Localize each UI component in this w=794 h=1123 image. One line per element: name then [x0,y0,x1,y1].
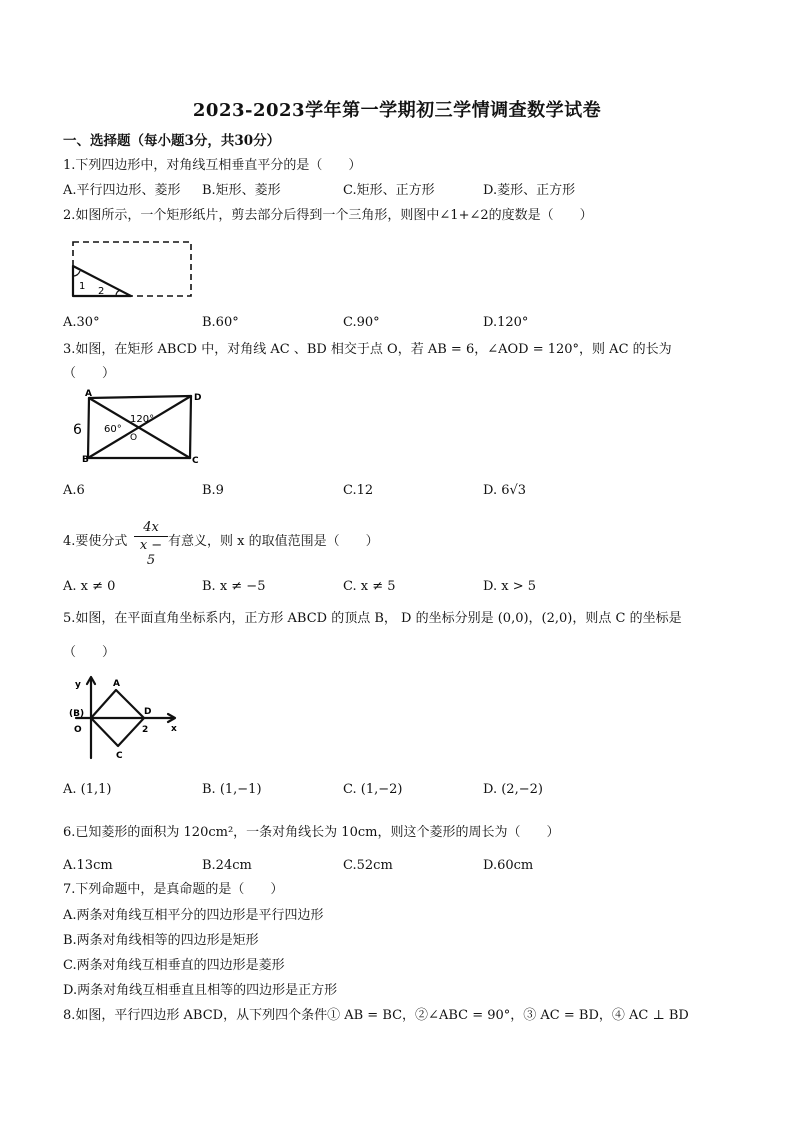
q3-label-b: B [82,455,89,465]
q5-label-a: A [113,679,120,689]
question-5-stem: 5.如图，在平面直角坐标系内，正方形 ABCD 的顶点 B， D 的坐标分别是 (0,0)，(2,0)，则点 C 的坐标是 [63,611,682,626]
q3-figure [70,388,210,468]
q5-option-c: C. (1,−2) [343,782,403,797]
q4-option-a: A. x ≠ 0 [63,579,116,594]
q5-axis-x-label: x [171,724,177,734]
q7-option-b: B.两条对角线相等的四边形是矩形 [63,933,259,948]
q3-option-b: B.9 [202,483,224,498]
q7-option-a: A.两条对角线互相平分的四边形是平行四边形 [63,908,324,923]
q4-fraction [134,520,168,568]
q4-option-b: B. x ≠ −5 [202,579,266,594]
q5-tick-2-label: 2 [142,725,149,735]
q3-option-a: A.6 [63,483,85,498]
q3-label-o: O [130,433,138,443]
q1-option-a: A.平行四边形、菱形 [63,183,181,198]
q4-option-c: C. x ≠ 5 [343,579,396,594]
q5-option-b: B. (1,−1) [202,782,262,797]
q1-option-d: D.菱形、正方形 [483,183,576,198]
q6-option-c: C.52cm [343,858,393,873]
page-title: 2023-2023学年第一学期初三学情调查数学试卷 [192,100,602,121]
question-3-stem-continued: （ ） [63,366,116,381]
q5-label-d: D [144,707,152,717]
question-7-stem: 7.下列命题中，是真命题的是（ ） [63,882,284,897]
q3-label-d: D [194,393,202,403]
q6-option-d: D.60cm [483,858,534,873]
q2-option-a: A.30° [63,315,100,330]
question-5-stem-continued: （ ） [63,645,116,660]
q7-option-d: D.两条对角线互相垂直且相等的四边形是正方形 [63,983,338,998]
q4-option-d: D. x > 5 [483,579,536,594]
question-1-stem: 1.下列四边形中，对角线互相垂直平分的是（ ） [63,158,362,173]
question-8-stem: 8.如图，平行四边形 ABCD，从下列四个条件① AB = BC，②∠ABC = 90°，③ AC = BD，④ AC ⊥ BD [63,1008,689,1023]
q4-fraction-numerator: 4x [134,520,168,537]
q3-angle-60-label: 60° [104,424,122,435]
q5-label-b: (B) [69,709,85,719]
section-heading: 一、选择题（每小题3分，共30分） [63,133,281,149]
q5-label-c: C [116,751,123,761]
q3-label-c: C [192,456,199,466]
q2-option-d: D.120° [483,315,529,330]
q1-option-c: C.矩形、正方形 [343,183,435,198]
q2-angle-1-label: 1 [79,281,86,292]
q3-angle-120-label: 120° [130,414,155,425]
q3-label-a: A [85,389,92,399]
q2-angle-2-label: 2 [98,286,105,297]
q6-option-a: A.13cm [63,858,113,873]
question-4-stem-end: 有意义，则 x 的取值范围是（ ） [168,534,379,549]
q3-side-label: 6 [73,422,82,438]
question-4-stem-start: 4.要使分式 [63,534,128,549]
q7-option-c: C.两条对角线互相垂直的四边形是菱形 [63,958,285,973]
q5-option-d: D. (2,−2) [483,782,543,797]
q1-option-b: B.矩形、菱形 [202,183,281,198]
q5-axis-y-label: y [75,680,81,690]
question-6-stem: 6.已知菱形的面积为 120cm²，一条对角线长为 10cm，则这个菱形的周长为（ ） [63,825,560,840]
q2-figure [66,236,196,302]
q6-option-b: B.24cm [202,858,252,873]
q5-figure [66,672,186,762]
q3-option-d: D. 6√3 [483,483,527,498]
q5-label-o: O [74,725,82,735]
q5-option-a: A. (1,1) [63,782,112,797]
q3-option-c: C.12 [343,483,374,498]
q4-fraction-denominator: x − 5 [139,538,163,568]
question-3-stem: 3.如图，在矩形 ABCD 中，对角线 AC 、BD 相交于点 O，若 AB = 6，∠AOD = 120°，则 AC 的长为 [63,342,672,357]
question-2-stem: 2.如图所示，一个矩形纸片，剪去部分后得到一个三角形，则图中∠1+∠2的度数是（ ） [63,208,593,223]
q2-option-b: B.60° [202,315,239,330]
q2-option-c: C.90° [343,315,380,330]
